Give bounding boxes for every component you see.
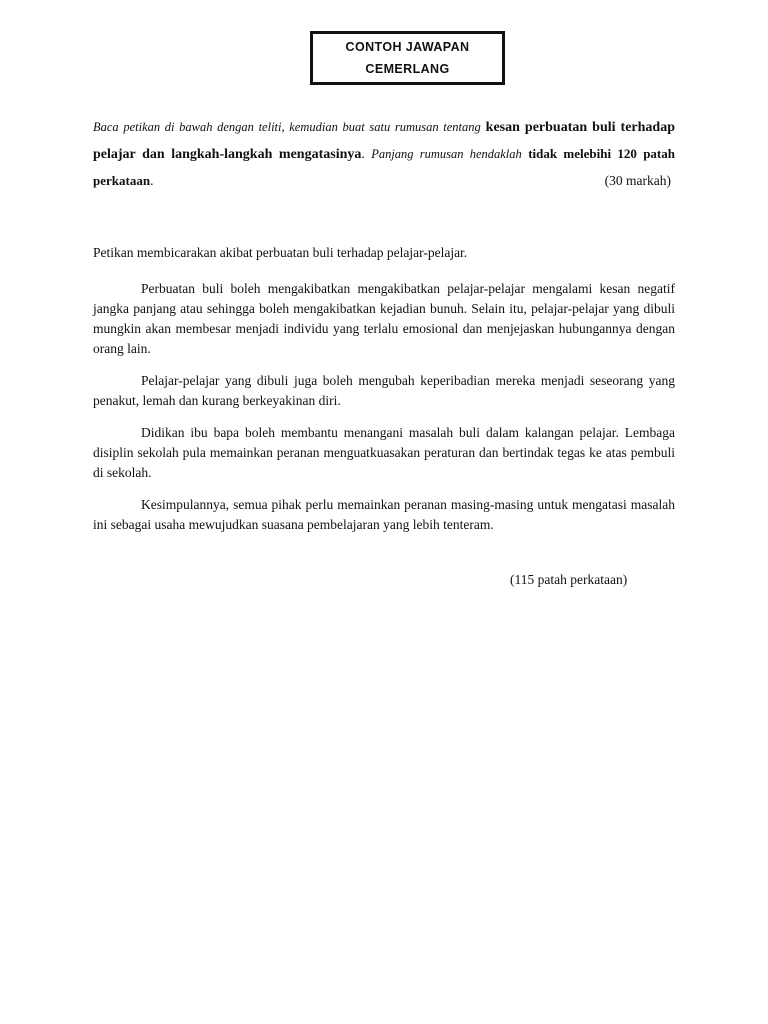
title-line-2: CEMERLANG (365, 62, 450, 76)
instruction-word-limit: tidak melebihi 120 patah perkataan (93, 146, 675, 188)
answer-paragraph-3: Didikan ibu bapa boleh membantu menangani masalah buli dalam kalangan pelajar. Lembaga disiplin sekolah pula memainkan peranan menguatkuasakan peraturan dan bertindak tegas ke atas pembuli di sekolah. (93, 425, 675, 480)
answer-intro: Petikan membicarakan akibat perbuatan buli terhadap pelajar-pelajar. (93, 245, 468, 260)
marks-label: (30 markah) (604, 173, 671, 188)
instruction-text-1: Baca petikan di bawah dengan teliti, kemudian buat satu rumusan tentang (93, 120, 481, 134)
instruction-period-1: . (361, 146, 365, 161)
word-count: (115 patah perkataan) (510, 572, 628, 587)
answer-paragraph-4: Kesimpulannya, semua pihak perlu memainkan peranan masing-masing untuk mengatasi masalah ini sebagai usaha mewujudkan suasana pembelajaran yang lebih tenteram. (93, 497, 675, 532)
answer-paragraph-2: Pelajar-pelajar yang dibuli juga boleh mengubah keperibadian mereka menjadi seseorang yang penakut, lemah dan kurang berkeyakinan diri. (93, 373, 675, 408)
instruction-period-2: . (150, 173, 154, 188)
answer-paragraph-1: Perbuatan buli boleh mengakibatkan mengakibatkan pelajar-pelajar mengalami kesan negatif jangka panjang atau sehingga boleh mengakibatkan kejadian bunuh. Selain itu, pelajar-pelajar yang dibuli mungkin akan membesar menjadi individu yang terlalu emosional dan menjejaskan hubungannya dengan orang lain. (93, 281, 675, 356)
title-line-1: CONTOH JAWAPAN (345, 40, 470, 54)
instruction-text-2: Panjang rumusan hendaklah (371, 147, 522, 161)
instruction-topic: kesan perbuatan buli terhadap pelajar dan langkah-langkah mengatasinya (93, 120, 676, 162)
answer-body (93, 243, 675, 547)
question-instruction (93, 114, 675, 194)
title-box (310, 31, 505, 85)
